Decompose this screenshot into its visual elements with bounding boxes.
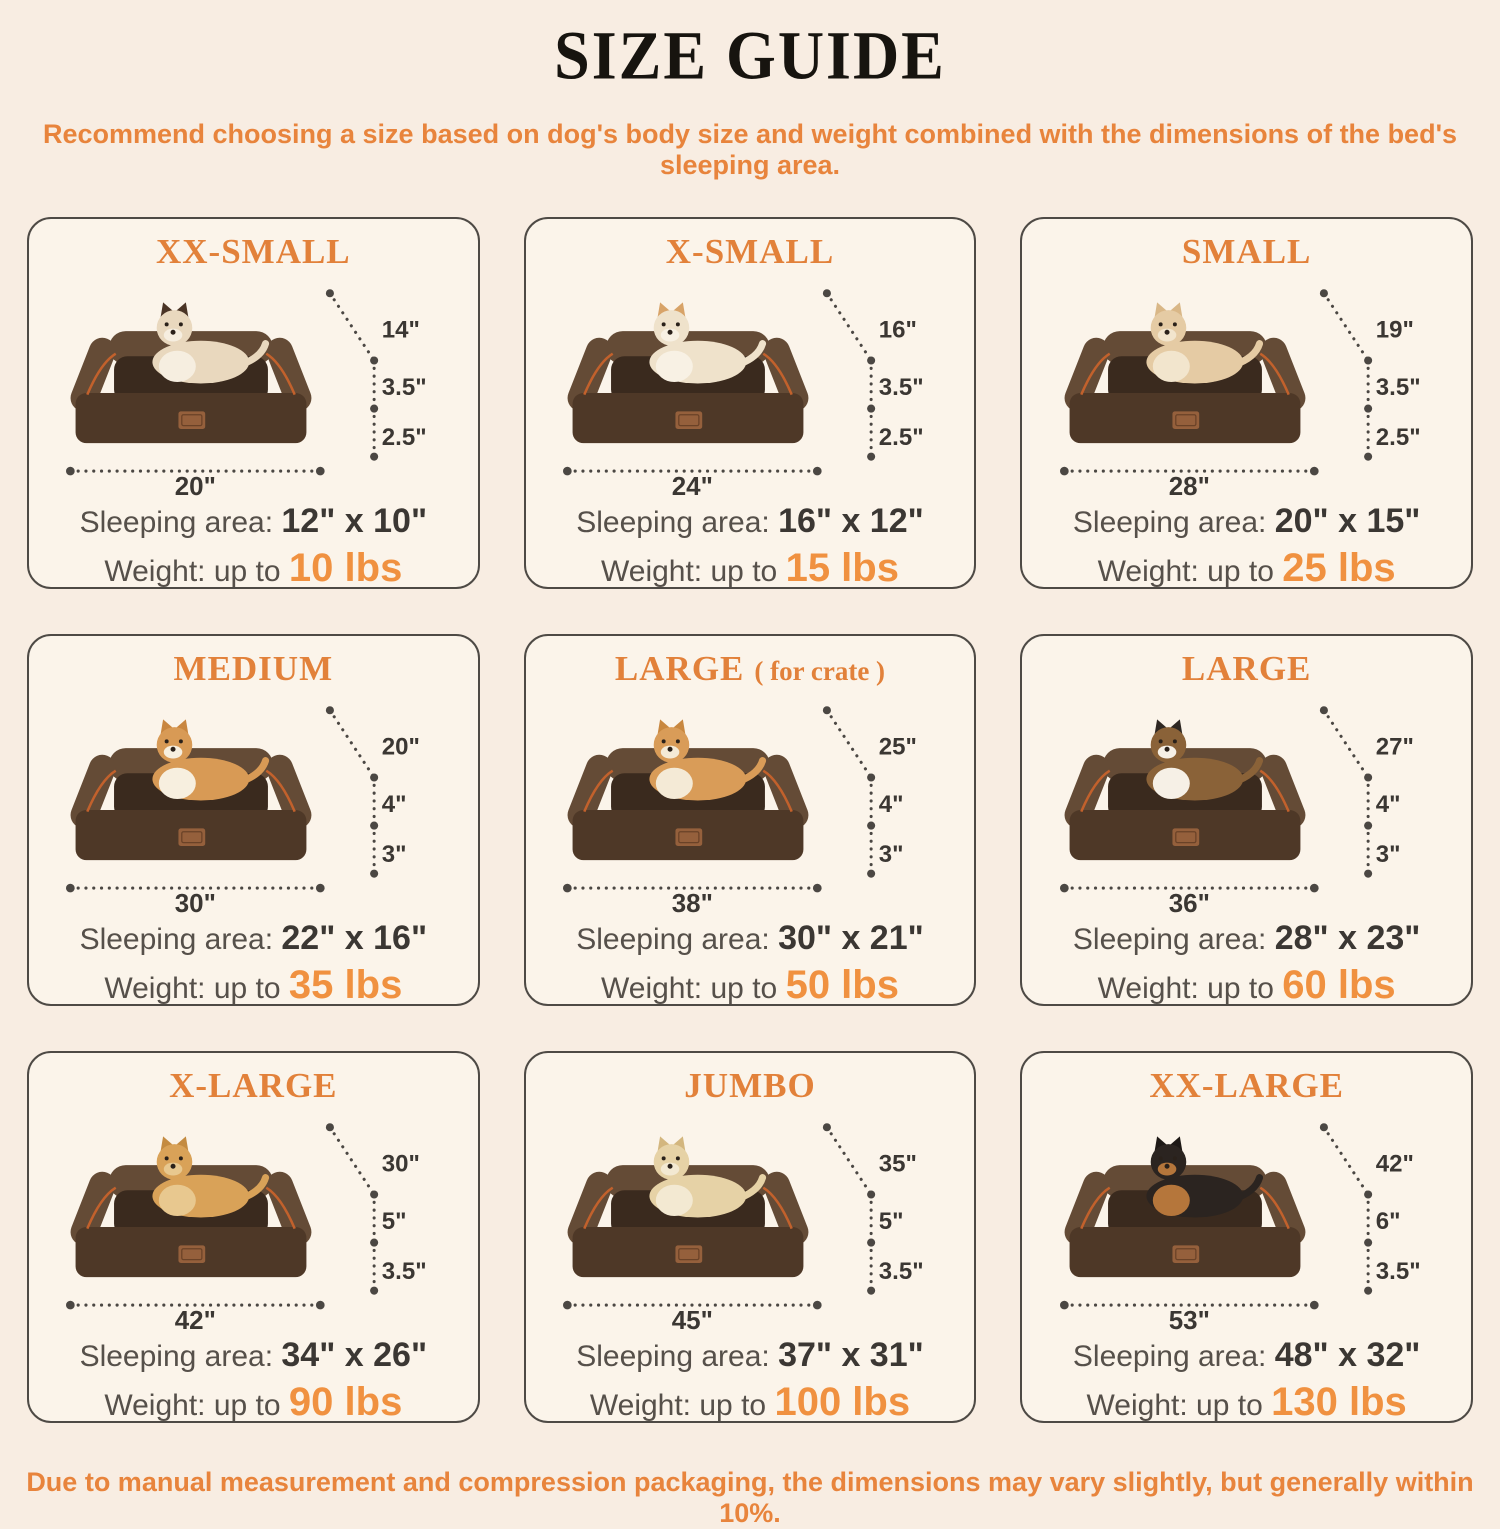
size-name: MEDIUM <box>173 649 334 689</box>
back-height-label: 27" <box>1375 733 1414 761</box>
bed-illustration <box>1035 691 1459 915</box>
dimension-endpoint-dot <box>66 1301 75 1310</box>
weight-value: 25 lbs <box>1282 546 1396 590</box>
base-height-label: 2.5" <box>878 424 924 452</box>
dimension-endpoint-dot <box>1364 1287 1372 1295</box>
weight-upto-label: up to <box>213 555 281 589</box>
weight-line <box>1098 963 1396 1006</box>
sleeping-area-label: Sleeping area: <box>1072 923 1267 957</box>
width-label: 20" <box>175 473 217 499</box>
size-name: XX-SMALL <box>155 232 351 272</box>
card-title <box>169 1066 337 1106</box>
back-height-dimension-line <box>827 1127 871 1194</box>
size-card <box>27 634 480 1006</box>
size-name-note: ( for crate ) <box>754 656 886 687</box>
base-height-label: 3" <box>878 841 904 869</box>
sleeping-area-line <box>576 502 924 541</box>
dimension-endpoint-dot <box>1364 1239 1372 1247</box>
weight-line <box>104 1380 402 1423</box>
dimension-endpoint-dot <box>1364 870 1372 878</box>
dimension-endpoint-dot <box>326 289 334 297</box>
weight-value: 60 lbs <box>1282 963 1396 1007</box>
width-label: 42" <box>175 1307 217 1333</box>
sleeping-area-line <box>80 919 428 958</box>
bolster-height-label: 5" <box>382 1208 407 1236</box>
bolster-height-label: 3.5" <box>1375 374 1421 402</box>
sleeping-area-line <box>576 1336 924 1375</box>
size-name: LARGE <box>1181 649 1312 689</box>
dimension-endpoint-dot <box>823 1123 831 1131</box>
dimension-endpoint-dot <box>370 453 378 461</box>
weight-value: 10 lbs <box>288 546 403 590</box>
dimension-endpoint-dot <box>867 453 875 461</box>
card-title <box>1182 232 1311 272</box>
bed-illustration <box>1035 1108 1459 1332</box>
weight-line <box>1087 1380 1407 1423</box>
dimension-endpoint-dot <box>1060 884 1069 893</box>
back-height-dimension-line <box>1324 710 1368 777</box>
sleeping-area-value: 16" x 12" <box>778 502 924 541</box>
dimension-endpoint-dot <box>867 822 875 830</box>
size-name: X-LARGE <box>169 1066 338 1106</box>
width-label: 30" <box>175 890 217 916</box>
width-label: 36" <box>1168 890 1210 916</box>
size-name: X-SMALL <box>665 232 835 272</box>
weight-upto-label: up to <box>1207 555 1274 589</box>
dimension-endpoint-dot <box>563 467 572 476</box>
sleeping-area-label: Sleeping area: <box>79 506 274 540</box>
weight-label: Weight: <box>104 555 206 589</box>
dimension-endpoint-dot <box>813 1301 822 1310</box>
back-height-label: 20" <box>382 733 421 761</box>
weight-label: Weight: <box>1086 1389 1188 1423</box>
weight-upto-label: up to <box>1207 972 1274 1006</box>
dimension-endpoint-dot <box>326 1123 334 1131</box>
sleeping-area-line <box>1073 502 1421 541</box>
weight-label: Weight: <box>104 972 206 1006</box>
bed-illustration <box>41 691 465 915</box>
back-height-label: 30" <box>382 1150 421 1178</box>
back-height-dimension-line <box>330 710 374 777</box>
bed-illustration <box>538 274 962 498</box>
weight-line <box>104 963 402 1006</box>
back-height-dimension-line <box>330 293 374 360</box>
card-title <box>1149 1066 1344 1106</box>
weight-label: Weight: <box>600 555 703 589</box>
weight-value: 130 lbs <box>1271 1380 1407 1424</box>
sleeping-area-line <box>80 1336 428 1375</box>
base-height-label: 2.5" <box>1375 424 1421 452</box>
dimension-endpoint-dot <box>867 1191 875 1199</box>
weight-value: 100 lbs <box>774 1380 911 1424</box>
weight-label: Weight: <box>104 1389 206 1423</box>
bed-illustration <box>538 1108 962 1332</box>
size-card <box>1020 1051 1473 1423</box>
back-height-dimension-line <box>827 710 871 777</box>
dimension-endpoint-dot <box>66 467 75 476</box>
dimension-endpoint-dot <box>867 405 875 413</box>
bolster-height-label: 4" <box>1375 791 1401 819</box>
sleeping-area-value: 12" x 10" <box>281 502 428 541</box>
dimension-endpoint-dot <box>813 467 822 476</box>
sleeping-area-value: 30" x 21" <box>778 919 924 958</box>
dimension-endpoint-dot <box>1364 774 1372 782</box>
sleeping-area-value: 20" x 15" <box>1274 502 1421 541</box>
bolster-height-label: 3.5" <box>382 374 427 402</box>
weight-label: Weight: <box>1097 555 1199 589</box>
card-title <box>615 649 885 689</box>
dimension-endpoint-dot <box>316 1301 325 1310</box>
size-card <box>524 634 977 1006</box>
dimension-endpoint-dot <box>867 357 875 365</box>
weight-line <box>104 546 402 589</box>
dimension-endpoint-dot <box>1310 884 1319 893</box>
bolster-height-label: 3.5" <box>878 374 924 402</box>
back-height-label: 25" <box>878 733 917 761</box>
weight-upto-label: up to <box>710 972 778 1006</box>
dimension-endpoint-dot <box>563 1301 572 1310</box>
dimension-endpoint-dot <box>867 774 875 782</box>
dimension-endpoint-dot <box>370 774 378 782</box>
weight-line <box>590 1380 910 1423</box>
page-subtitle: Recommend choosing a size based on dog's body size and weight combined with the dimensions of the bed's sleeping area. <box>42 119 1458 181</box>
sleeping-area-line <box>80 502 428 541</box>
card-title <box>684 1066 815 1106</box>
back-height-label: 14" <box>382 316 421 344</box>
dimension-endpoint-dot <box>867 1239 875 1247</box>
weight-value: 15 lbs <box>785 546 899 590</box>
dimension-endpoint-dot <box>823 289 831 297</box>
sleeping-area-label: Sleeping area: <box>576 923 770 957</box>
dimension-endpoint-dot <box>1320 289 1328 297</box>
sleeping-area-label: Sleeping area: <box>1072 506 1267 540</box>
size-card <box>27 217 480 589</box>
bed-illustration <box>1035 274 1459 498</box>
base-height-label: 3.5" <box>1375 1258 1421 1286</box>
dimension-endpoint-dot <box>66 884 75 893</box>
weight-upto-label: up to <box>1196 1389 1263 1423</box>
sleeping-area-value: 34" x 26" <box>281 1336 428 1375</box>
page-title: SIZE GUIDE <box>554 17 946 94</box>
size-card <box>1020 217 1473 589</box>
dimension-endpoint-dot <box>1320 1123 1328 1131</box>
dimension-endpoint-dot <box>1060 1301 1069 1310</box>
sleeping-area-value: 22" x 16" <box>281 919 428 958</box>
dimension-endpoint-dot <box>370 1239 378 1247</box>
dimension-endpoint-dot <box>370 357 378 365</box>
size-name: XX-LARGE <box>1149 1066 1344 1106</box>
width-label: 24" <box>671 473 713 499</box>
dimension-endpoint-dot <box>813 884 822 893</box>
weight-upto-label: up to <box>699 1389 767 1423</box>
weight-value: 50 lbs <box>785 963 899 1007</box>
bolster-height-label: 5" <box>878 1208 904 1236</box>
sleeping-area-label: Sleeping area: <box>576 1340 770 1374</box>
base-height-label: 2.5" <box>382 424 427 452</box>
weight-line <box>601 963 899 1006</box>
dimension-endpoint-dot <box>370 822 378 830</box>
sleeping-area-line <box>1073 1336 1421 1375</box>
dimension-endpoint-dot <box>1364 453 1372 461</box>
weight-line <box>1098 546 1396 589</box>
dimension-endpoint-dot <box>1310 1301 1319 1310</box>
sleeping-area-value: 37" x 31" <box>778 1336 924 1375</box>
dimension-endpoint-dot <box>867 870 875 878</box>
sleeping-area-value: 28" x 23" <box>1274 919 1421 958</box>
weight-label: Weight: <box>600 972 703 1006</box>
dimension-endpoint-dot <box>370 870 378 878</box>
bed-illustration <box>41 274 465 498</box>
sleeping-area-label: Sleeping area: <box>79 923 274 957</box>
base-height-label: 3" <box>382 841 407 869</box>
size-name: JUMBO <box>684 1066 816 1106</box>
width-label: 45" <box>671 1307 713 1333</box>
bed-illustration <box>41 1108 465 1332</box>
sleeping-area-line <box>1073 919 1421 958</box>
dimension-endpoint-dot <box>823 706 831 714</box>
header <box>0 0 1500 181</box>
dimension-endpoint-dot <box>1364 1191 1372 1199</box>
back-height-dimension-line <box>1324 293 1368 360</box>
dimension-endpoint-dot <box>370 1191 378 1199</box>
size-card <box>524 1051 977 1423</box>
dimension-endpoint-dot <box>316 467 325 476</box>
weight-line <box>601 546 899 589</box>
dimension-endpoint-dot <box>1310 467 1319 476</box>
width-label: 38" <box>671 890 713 916</box>
weight-value: 90 lbs <box>288 1380 403 1424</box>
dimension-endpoint-dot <box>1060 467 1069 476</box>
weight-upto-label: up to <box>710 555 778 589</box>
weight-value: 35 lbs <box>288 963 403 1007</box>
card-title <box>156 232 351 272</box>
back-height-label: 19" <box>1375 316 1414 344</box>
bolster-height-label: 4" <box>382 791 407 819</box>
bolster-height-label: 6" <box>1375 1208 1401 1236</box>
bolster-height-label: 4" <box>878 791 904 819</box>
dimension-endpoint-dot <box>867 1287 875 1295</box>
dimension-endpoint-dot <box>370 1287 378 1295</box>
weight-label: Weight: <box>1097 972 1199 1006</box>
footer-note: Due to manual measurement and compression packaging, the dimensions may vary slightly, but generally within 10%. <box>26 1467 1474 1529</box>
sleeping-area-label: Sleeping area: <box>1072 1340 1267 1374</box>
weight-label: Weight: <box>589 1389 692 1423</box>
card-title <box>174 649 334 689</box>
weight-upto-label: up to <box>213 972 281 1006</box>
size-grid <box>27 217 1473 1423</box>
back-height-dimension-line <box>827 293 871 360</box>
base-height-label: 3.5" <box>878 1258 924 1286</box>
width-label: 53" <box>1168 1307 1210 1333</box>
back-height-dimension-line <box>330 1127 374 1194</box>
size-name: SMALL <box>1181 232 1312 272</box>
dimension-endpoint-dot <box>370 405 378 413</box>
dimension-endpoint-dot <box>1364 822 1372 830</box>
size-card <box>524 217 977 589</box>
bed-illustration <box>538 691 962 915</box>
weight-upto-label: up to <box>213 1389 281 1423</box>
size-card <box>27 1051 480 1423</box>
sleeping-area-line <box>576 919 924 958</box>
sleeping-area-label: Sleeping area: <box>79 1340 274 1374</box>
card-title <box>1182 649 1311 689</box>
dimension-endpoint-dot <box>1320 706 1328 714</box>
base-height-label: 3" <box>1375 841 1401 869</box>
sleeping-area-label: Sleeping area: <box>576 506 770 540</box>
dimension-endpoint-dot <box>1364 405 1372 413</box>
sleeping-area-value: 48" x 32" <box>1274 1336 1421 1375</box>
size-card <box>1020 634 1473 1006</box>
width-label: 28" <box>1168 473 1210 499</box>
base-height-label: 3.5" <box>382 1258 427 1286</box>
card-title <box>666 232 834 272</box>
back-height-label: 42" <box>1375 1150 1414 1178</box>
dimension-endpoint-dot <box>563 884 572 893</box>
dimension-endpoint-dot <box>326 706 334 714</box>
size-name: LARGE <box>614 649 745 689</box>
dimension-endpoint-dot <box>316 884 325 893</box>
back-height-label: 16" <box>878 316 917 344</box>
back-height-label: 35" <box>878 1150 917 1178</box>
dimension-endpoint-dot <box>1364 357 1372 365</box>
back-height-dimension-line <box>1324 1127 1368 1194</box>
